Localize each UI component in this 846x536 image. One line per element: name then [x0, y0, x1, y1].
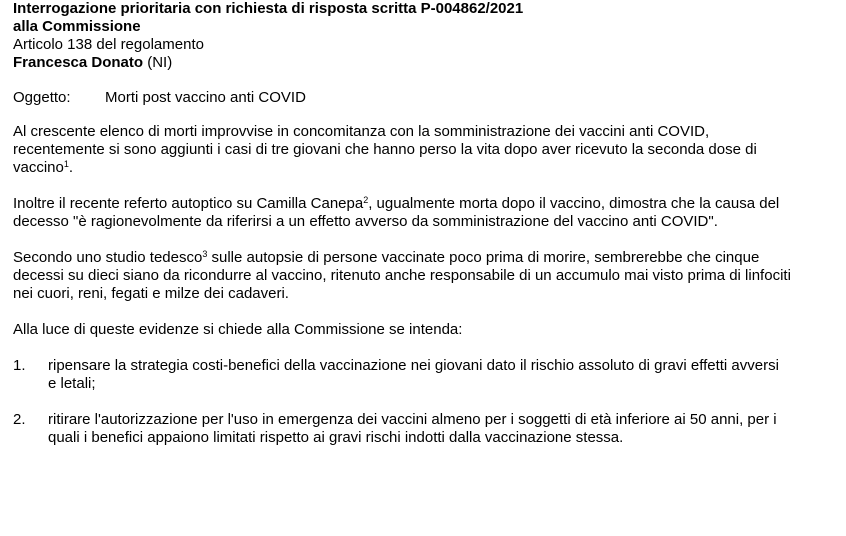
paragraph-1-end: . — [68, 159, 74, 176]
question-text: ripensare la strategia costi-benefici della vaccinazione nei giovani dato il rischio assoluto di gravi effetti avversi e letali; — [48, 357, 779, 392]
paragraph-4: Alla luce di queste evidenze si chiede alla Commissione se intenda: — [13, 321, 463, 338]
question-number: 2. — [13, 411, 26, 428]
author-name: Francesca Donato — [13, 54, 144, 71]
subject-line — [13, 89, 803, 107]
footnote-ref-2[interactable]: 2 — [363, 195, 369, 205]
question-text: ritirare l'autorizzazione per l'uso in emergenza dei vaccini almeno per i soggetti di età inferiore ai 50 anni, per i quali i benefici appaiono limitati rispetto ai gravi rischi indotti dalla vaccinazione stessa. — [48, 411, 777, 446]
paragraph-3-end: sulle autopsie di persone vaccinate poco prima di morire, sembrerebbe che cinque decessi su dieci siano da ricondurre al vaccino, ritenuto anche responsabile di un accumulo mai visto prima di linfociti nei cuori, reni, fegati e milze dei cadaveri. — [13, 249, 791, 302]
question-number: 1. — [13, 357, 26, 374]
footnote-ref-1[interactable]: 1 — [63, 159, 69, 169]
question-item — [13, 411, 803, 447]
paragraph-1-text: Al crescente elenco di morti improvvise in concomitanza con la somministrazione dei vaccini anti COVID, recentemente si sono aggiunti i casi di tre giovani che hanno perso la vita dopo aver ricevuto la seconda dose di vaccino — [13, 123, 757, 176]
addressee: alla Commissione — [13, 18, 141, 35]
author-line — [13, 54, 803, 72]
footnote-ref-3[interactable]: 3 — [202, 249, 208, 259]
paragraph-2 — [13, 195, 803, 231]
question-document — [13, 0, 803, 447]
author-group: (NI) — [143, 54, 173, 71]
subject-label: Oggetto: — [13, 89, 71, 106]
paragraph-3-text: Secondo uno studio tedesco — [13, 249, 203, 266]
paragraph-2-text: Inoltre il recente referto autoptico su Camilla Canepa — [13, 195, 364, 212]
subject-text: Morti post vaccino anti COVID — [105, 89, 306, 106]
question-title: Interrogazione prioritaria con richiesta di risposta scritta P-004862/2021 — [13, 0, 524, 17]
paragraph-3 — [13, 249, 803, 303]
rule-article: Articolo 138 del regolamento — [13, 36, 204, 53]
paragraph-2-end: , ugualmente morta dopo il vaccino, dimostra che la causa del decesso "è ragionevolmente da riferirsi a un effetto avverso da somministrazione del vaccino anti COVID". — [13, 195, 780, 230]
paragraph-1 — [13, 123, 803, 177]
question-item — [13, 357, 803, 393]
